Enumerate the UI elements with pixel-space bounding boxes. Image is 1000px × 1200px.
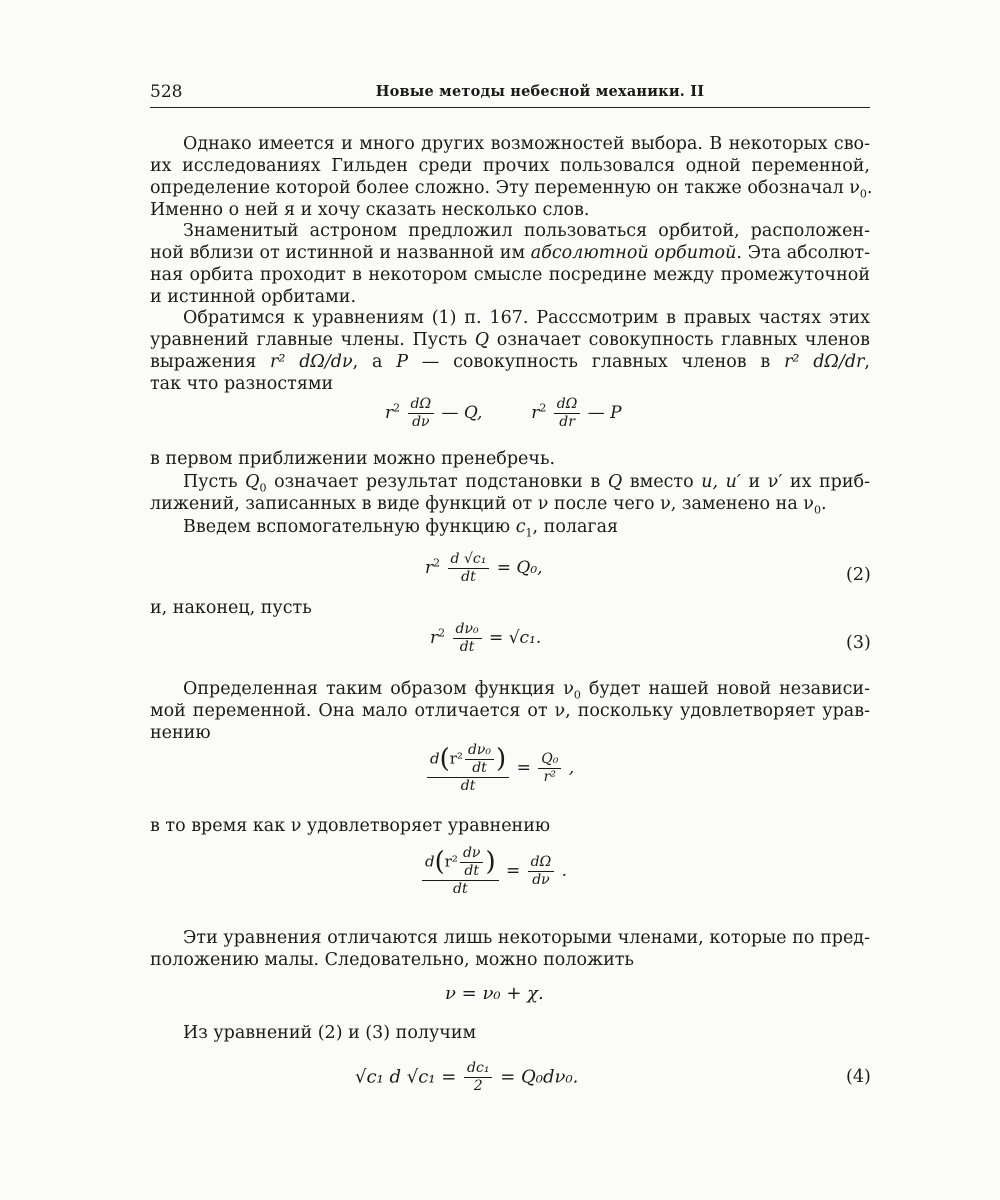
page-number: 528 xyxy=(150,82,183,102)
paragraph-line: Эти уравнения отличаются лишь некоторыми членами, которые по пред- xyxy=(183,928,870,948)
paragraph-line: в первом приближении можно пренебречь. xyxy=(150,449,556,469)
paragraph-line: Обратимся к уравнениям (1) п. 167. Расссмотрим в правых частях этих xyxy=(183,308,870,328)
equation-3: $r^2$ $\frac{\text{dν₀}}{dt}$ = √c₁. xyxy=(430,621,542,655)
paragraph-line: мой переменной. Она мало отличается от ν, поскольку удовлетворяет урав- xyxy=(150,701,870,721)
equation-nu: d(r² $\frac{d\nu}{dt}$ ) dt = $\frac{d\Omega}{d\nu}$ . xyxy=(420,845,567,898)
equation-2: $r^2$ $\frac{\text{d √c₁}}{dt}$ = Q₀, xyxy=(425,551,543,585)
paragraph-line: выражения r² dΩ/dν, а P — совокупность главных членов в r² dΩ/dr, xyxy=(150,352,870,372)
equation-differences: $r^2$ $\frac{d\Omega}{d\nu}$ — Q, $r^2$ $\frac{d\Omega}{dr}$ — P xyxy=(385,396,622,430)
paragraph-line: так что разностями xyxy=(150,374,334,394)
paragraph-line: положению малы. Следовательно, можно положить xyxy=(150,950,634,970)
paragraph-line: Пусть $Q_0$ означает результат подстановки в Q вместо u, u′ и ν′ их приб- xyxy=(183,472,870,495)
equation-number: (3) xyxy=(846,633,871,653)
paragraph-line: Введем вспомогательную функцию $c_1$, полагая xyxy=(183,517,619,540)
paragraph-line: Из уравнений (2) и (3) получим xyxy=(183,1023,477,1043)
paragraph-line: ная орбита проходит в некотором смысле посредине между промежуточной xyxy=(150,265,870,285)
equation-chi: ν = ν₀ + χ. xyxy=(445,983,544,1004)
header-rule xyxy=(150,107,870,108)
paragraph-line: Именно о ней я и хочу сказать несколько слов. xyxy=(150,200,590,220)
equation-nu0: d(r² $\frac{\text{dν₀}}{dt}$ ) dt = $\frac{\text{Q₀}}{\text{r²}}$ , xyxy=(425,742,574,795)
paragraph-line: Определенная таким образом функция $\nu_0$ будет нашей новой независи- xyxy=(183,679,870,702)
paragraph-line: Знаменитый астроном предложил пользоваться орбитой, расположен- xyxy=(183,221,870,241)
paragraph-line: определение которой более сложно. Эту переменную он также обозначал $\nu_0$. xyxy=(150,178,873,201)
equation-4: √c₁ d √c₁ = $\frac{\text{dc₁}}{2}$ = Q₀dν₀. xyxy=(355,1060,579,1094)
paragraph-line: их исследованиях Гильден среди прочих пользовался одной переменной, xyxy=(150,156,870,176)
running-title: Новые методы небесной механики. II xyxy=(375,83,705,100)
paragraph-line: и истинной орбитами. xyxy=(150,287,357,307)
paragraph-line: лижений, записанных в виде функций от ν после чего ν, заменено на $\nu_0$. xyxy=(150,494,827,517)
paragraph-line: уравнений главные члены. Пусть Q означает совокупность главных членов xyxy=(150,330,870,350)
running-head xyxy=(150,80,870,106)
paragraph-line: в то время как ν удовлетворяет уравнению xyxy=(150,816,551,836)
paragraph-line: нению xyxy=(150,723,211,743)
paragraph-line: и, наконец, пусть xyxy=(150,598,312,618)
paragraph-line: ной вблизи от истинной и названной им абсолютной орбитой. Эта абсолют- xyxy=(150,243,870,263)
term-absolute-orbit: абсолютной орбитой xyxy=(530,243,737,263)
equation-number: (2) xyxy=(846,565,871,585)
equation-number: (4) xyxy=(846,1067,871,1087)
paragraph-line: Однако имеется и много других возможностей выбора. В некоторых сво- xyxy=(183,134,870,154)
